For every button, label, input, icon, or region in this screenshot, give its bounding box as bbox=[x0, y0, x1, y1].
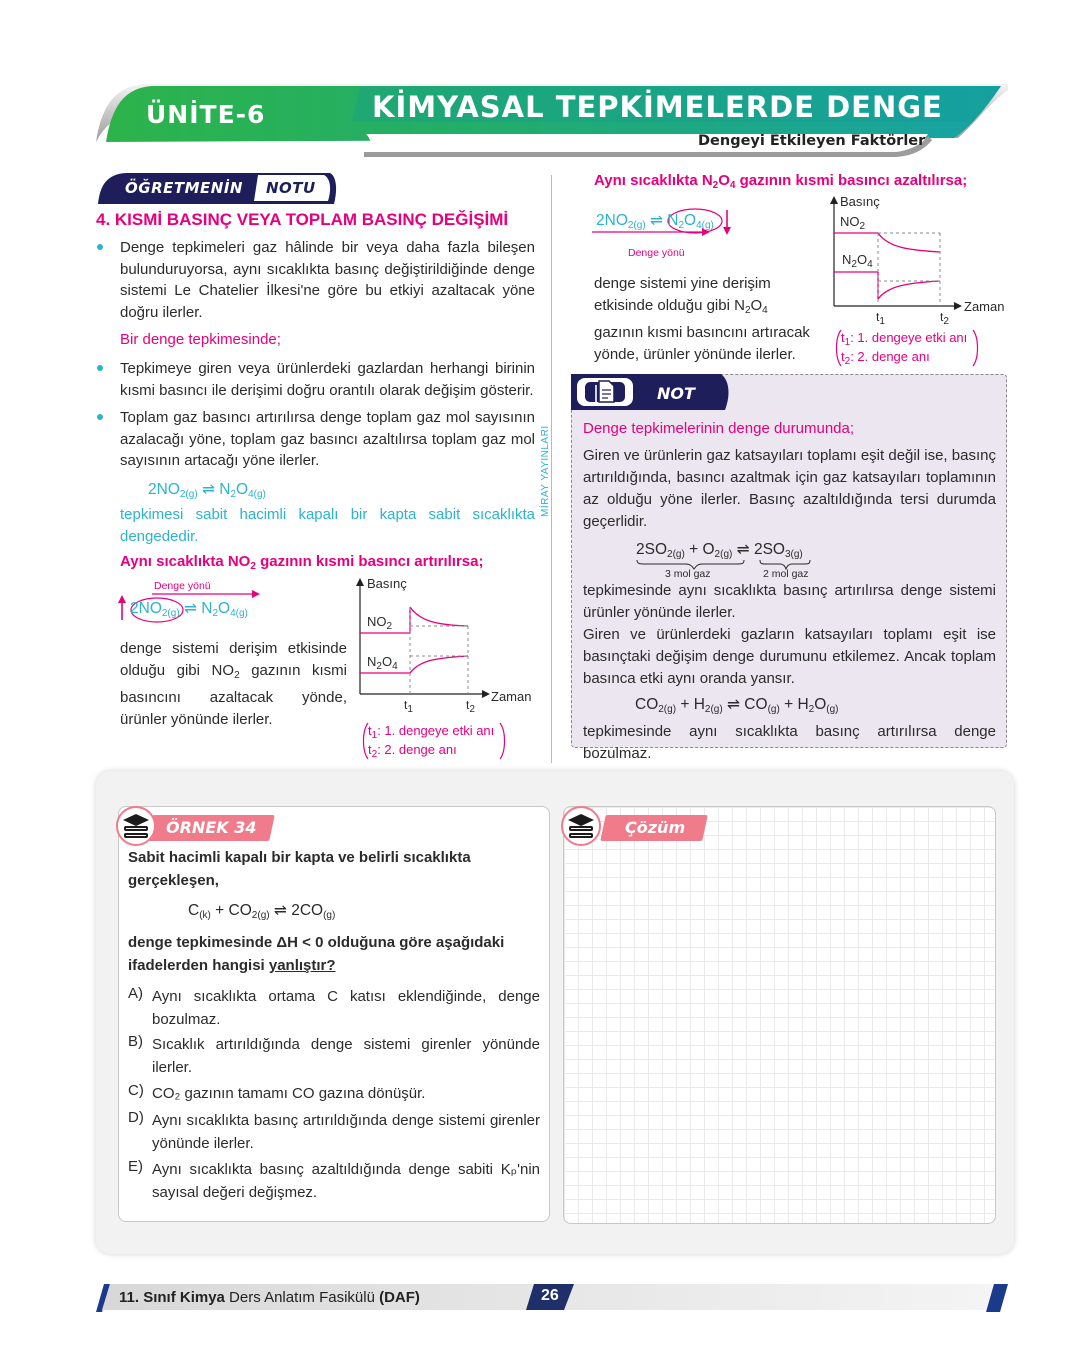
question-stem-1: Sabit hacimli kapalı bir kapta ve belirli sıcaklıkta gerçekleşen, bbox=[128, 849, 471, 889]
graph-series-no2: $NO_2$ bbox=[367, 614, 393, 632]
note-equation-so2: $2SO_{2(g)} + O_{2(g)}$ ⇌ $2SO_{3(g)}$ bbox=[636, 541, 803, 560]
graph-t1: $t_1$ bbox=[404, 698, 413, 715]
note-paragraph-3: Giren ve ürünlerdeki gazların katsayıları toplamı eşit ise basınçtaki değişim denge durumunu etkilemez. Ancak toplam basınca etki aynı oranda yansır. bbox=[583, 626, 996, 687]
paragraph-le-chatelier: Denge tepkimeleri gaz hâlinde bir veya daha fazla bileşen bulunduruyorsa, aynı sıcaklıkta basınç değiştirildiğinde denge sistemi Le Chatelier İlkesi'ne göre bu etkiyi azaltacak yöne doğru ilerler. bbox=[120, 239, 535, 321]
graph-series-no2-right: $NO_2$ bbox=[840, 214, 866, 232]
teacher-note-label: ÖĞRETMENİN bbox=[125, 179, 243, 197]
column-divider bbox=[551, 175, 552, 763]
graph-legend-t1: $t_1$: 1. dengeye etki anı bbox=[368, 723, 495, 741]
footer-course-tag: (DAF) bbox=[379, 1289, 420, 1306]
bullet-dot bbox=[97, 365, 103, 371]
direction-label-right: Denge yönü bbox=[628, 247, 685, 259]
note-heading: Denge tepkimelerinin denge durumunda; bbox=[583, 420, 855, 437]
graph-t2-right: $t_2$ bbox=[940, 310, 949, 327]
graph-xlabel-right: Zaman bbox=[964, 299, 1005, 314]
solution-label: Çözüm bbox=[625, 818, 686, 837]
option-e-text[interactable]: Aynı sıcaklıkta basınç azaltıldığında denge sabiti Kₚ'nin sayısal değeri değişmez. bbox=[152, 1161, 540, 1201]
question-stem-2-text: denge tepkimesinde ΔH < 0 olduğuna göre aşağıdaki ifadelerden hangisi bbox=[128, 934, 505, 974]
intro-text: Bir denge tepkimesinde; bbox=[120, 331, 281, 348]
mol-right-label: 2 mol gaz bbox=[763, 568, 809, 580]
note-paragraph-4: tepkimesinde aynı sıcaklıkta basınç artırılırsa denge bozulmaz. bbox=[583, 723, 996, 762]
option-b-letter[interactable]: B) bbox=[128, 1033, 143, 1050]
note-equation-co2: $CO_{2(g)} + H_{2(g)}$ ⇌ $CO_{(g)} + H_2O_{(g)}$ bbox=[635, 696, 839, 715]
graph-series-n2o4-right: $N_2O_4$ bbox=[842, 252, 873, 270]
graph-ylabel-right: Basınç bbox=[840, 194, 880, 209]
solution-card[interactable] bbox=[563, 806, 996, 1224]
graph-t1-right: $t_1$ bbox=[876, 310, 885, 327]
question-equation: $C_{(k)} + CO_{2(g)}$ ⇌ $2CO_{(g)}$ bbox=[188, 902, 336, 921]
graph-ylabel: Basınç bbox=[367, 576, 407, 591]
paragraph-total-pressure: Toplam gaz basıncı artırılırsa denge toplam gaz mol sayısının azalacağı yöne, toplam gaz basıncı azaltılırsa toplam gaz mol sayısının artacağı yöne ilerler. bbox=[120, 409, 535, 469]
option-c-letter[interactable]: C) bbox=[128, 1082, 144, 1099]
option-c-text[interactable]: CO₂ gazının tamamı CO gazına dönüşür. bbox=[152, 1085, 426, 1102]
mol-left-label: 3 mol gaz bbox=[665, 568, 711, 580]
case-title-n2o4: Aynı sıcaklıkta $N_2O_4$ gazının kısmi basıncı azaltılırsa; bbox=[594, 172, 968, 191]
case-text-right: denge sistemi yine derişim etkisinde olduğu gibi $N_2O_4$ gazının kısmi basıncını artıracak yönde, ürünler yönünde ilerler. bbox=[594, 275, 810, 363]
footer-course bbox=[119, 1289, 420, 1306]
reaction-equation-left: $2NO_{2(g)}$ ⇌ $N_2O_{4(g)}$ bbox=[130, 600, 248, 619]
books-icon bbox=[561, 806, 601, 846]
option-d-letter[interactable]: D) bbox=[128, 1109, 144, 1126]
note-paragraph-2: tepkimesinde aynı sıcaklıkta basınç artırılırsa denge sistemi ürünler yönünde ilerler. bbox=[583, 582, 996, 621]
case-title-no2: Aynı sıcaklıkta $NO_2$ gazının kısmi basıncı artırılırsa; bbox=[120, 553, 484, 572]
paragraph-partial-pressure: Tepkimeye giren veya ürünlerdeki gazlardan herhangi birinin kısmi basıncı ile derişimi doğru orantılı olarak değişim gösterir. bbox=[120, 360, 535, 399]
reaction-equation-right: $2NO_{2(g)}$ ⇌ $N_2O_{4(g)}$ bbox=[596, 212, 714, 231]
books-icon bbox=[116, 806, 156, 846]
option-a-letter[interactable]: A) bbox=[128, 985, 143, 1002]
graph-legend-t2: $t_2$: 2. denge anı bbox=[368, 742, 457, 760]
page-header bbox=[96, 82, 1008, 157]
chapter-title: KİMYASAL TEPKİMELERDE DENGE bbox=[372, 90, 943, 124]
direction-label: Denge yönü bbox=[154, 580, 211, 592]
option-a-text[interactable]: Aynı sıcaklıkta ortama C katısı eklendiğinde, denge bozulmaz. bbox=[152, 988, 540, 1028]
publisher-brand: MİRAY YAYINLARI bbox=[540, 425, 551, 517]
question-emphasis: yanlıştır? bbox=[268, 957, 336, 974]
graph-series-n2o4: $N_2O_4$ bbox=[367, 654, 398, 672]
question-stem-2 bbox=[128, 931, 540, 977]
graph-legend-t1-right: $t_1$: 1. dengeye etki anı bbox=[841, 330, 968, 348]
unit-label: ÜNİTE-6 bbox=[146, 100, 266, 129]
teacher-note-label-2: NOTU bbox=[266, 179, 316, 197]
graph-xlabel: Zaman bbox=[491, 689, 532, 704]
option-d-text[interactable]: Aynı sıcaklıkta basınç artırıldığında denge sistemi girenler yönünde ilerler. bbox=[152, 1112, 540, 1152]
note-paragraph-1: Giren ve ürünlerin gaz katsayıları toplamı eşit değil ise, basınç artırıldığında, basıncı azaltmak için gaz katsayıları toplamının az olduğu yöne ilerler. Basınç azaltıldığında tersi durumda geçerlidir. bbox=[583, 447, 996, 530]
page-number: 26 bbox=[541, 1287, 559, 1304]
note-label: NOT bbox=[657, 384, 695, 403]
footer-course-rest: Ders Anlatım Fasikülü bbox=[224, 1289, 380, 1306]
bullet-dot bbox=[97, 244, 103, 250]
section-title: 4. KISMİ BASINÇ VEYA TOPLAM BASINÇ DEĞİŞİMİ bbox=[96, 210, 509, 229]
document-icon bbox=[595, 379, 617, 405]
footer-course-bold: 11. Sınıf Kimya bbox=[119, 1289, 225, 1306]
case-text-left: denge sistemi derişim etkisinde olduğu gibi $NO_2$ gazının kısmi basıncını azaltacak yönde, ürünler yönünde ilerler. bbox=[120, 640, 347, 728]
graph-legend-t2-right: $t_2$: 2. denge anı bbox=[841, 349, 930, 367]
reaction-note: tepkimesi sabit hacimli kapalı bir kapta sabit sıcaklıkta dengededir. bbox=[120, 506, 535, 545]
teacher-note-banner bbox=[98, 172, 338, 204]
option-b-text[interactable]: Sıcaklık artırıldığında denge sistemi girenler yönünde ilerler. bbox=[152, 1036, 540, 1076]
graph-t2: $t_2$ bbox=[466, 698, 475, 715]
reaction-equation: $2NO_{2(g)}$ ⇌ $N_2O_{4(g)}$ bbox=[148, 481, 266, 500]
option-e-letter[interactable]: E) bbox=[128, 1158, 143, 1175]
bullet-dot bbox=[97, 414, 103, 420]
example-label: ÖRNEK 34 bbox=[166, 818, 257, 837]
chapter-subtitle: Dengeyi Etkileyen Faktörler bbox=[698, 133, 926, 149]
